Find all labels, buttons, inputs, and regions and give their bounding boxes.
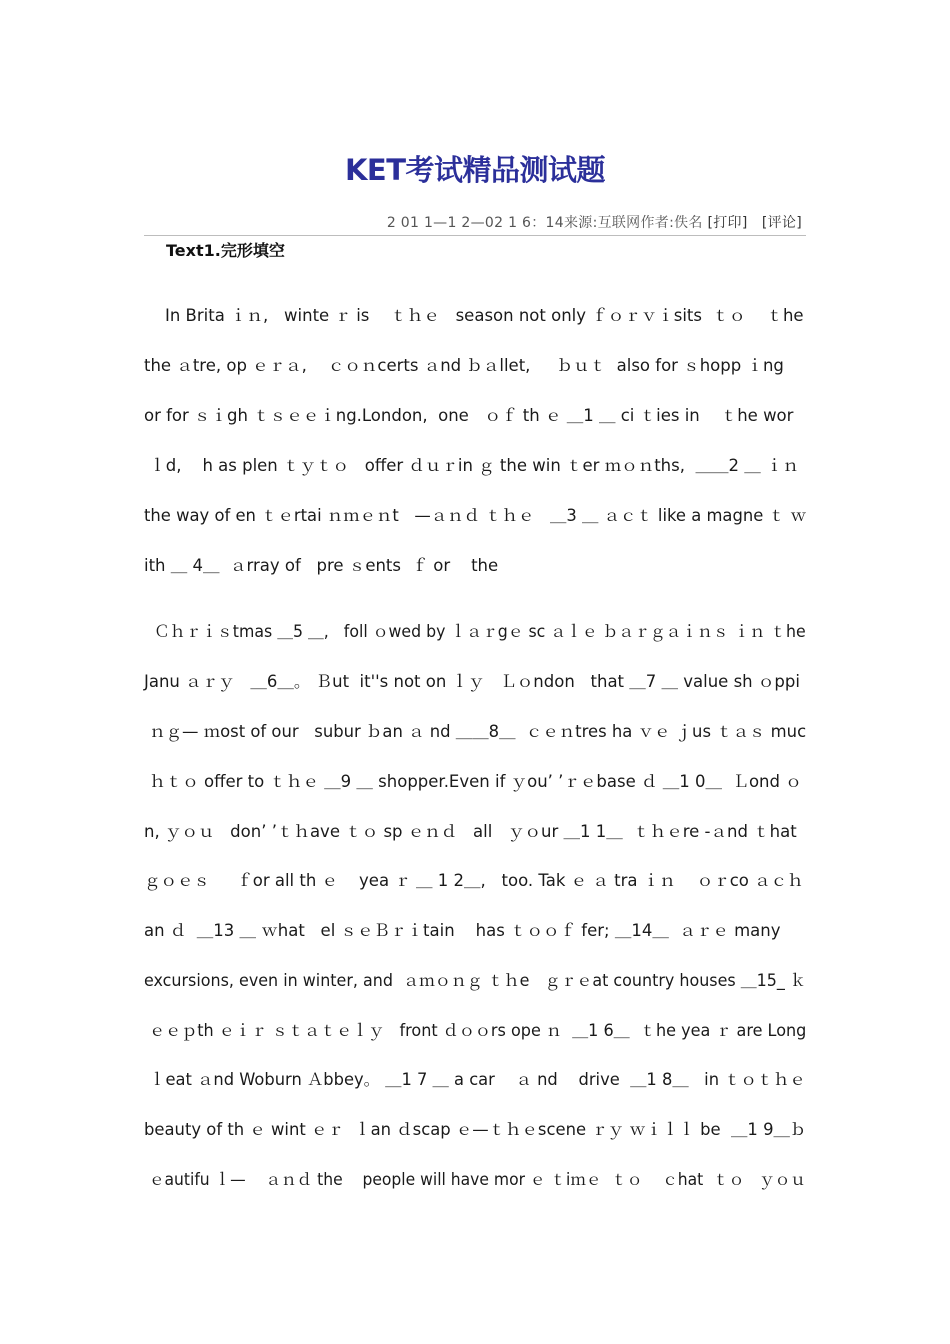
text-line: n, ｙｏｕ don’ ’ｔｈave ｔｏ sp ｅｎｄ all ｙｏur ＿1 1＿ ｔｈｅre -ａnd ｔhat: [144, 822, 797, 841]
publish-date: 2 01 1—1 2—02 1 6：14: [386, 215, 564, 231]
text-line: beauty of th ｅ wint ｅｒ ｌan ｄscap ｅ—ｔｈｅscene ｒｙ ｗｉｌｌ be ＿1 9＿ｂ: [144, 1120, 807, 1139]
text-line: excursions, even in winter, and ａｍｏｎｇ ｔｈe ｇｒｅat country houses ＿15_ ｋ: [144, 971, 806, 990]
title-divider: [144, 235, 806, 236]
text-line: ｌeat ａnd Woburn Ａbbey。 ＿1 7 ＿ a car ａ nd drive ＿1 8＿ in ｔｏｔｈｅ: [144, 1070, 806, 1089]
author-label: 作者:佚名: [640, 215, 703, 231]
text-line: ｅautifu ｌ— ａｎｄ the people will have mor ｅ ｔiｍｅ ｔｏ ｃhat ｔｏ ｙｏｕ: [144, 1170, 806, 1189]
text-line: or for ｓｉgh ｔｓｅｅｉng.London, one ｏｆ th ｅ ＿1 ＿ ci ｔies in ｔhe wor: [144, 406, 794, 425]
article-meta: [387, 212, 802, 232]
section-title: Text1.完形填空: [166, 241, 285, 260]
text-line: Janu ａｒｙ ＿6＿。 Ｂut it''s not on ｌｙ Ｌｏndon that ＿7 ＿ value sh ｏppi: [144, 672, 800, 691]
text-line: ith ＿ 4＿ ａrray of pre ｓents ｆ or the: [144, 556, 499, 575]
text-line: ｌd, h as plen ｔｙｔｏ offer ｄｕｒin ｇ the win ｔer ｍｏｎths, ＿＿2 ＿ ｉｎ: [144, 456, 799, 475]
text-line: the ａtre, op ｅｒａ, ｃｏｎcerts ａnd ｂａllet, ｂｕｔ also for ｓhopp ｉng: [144, 356, 784, 375]
print-link[interactable]: [打印]: [707, 215, 748, 231]
text-line: ｈｔｏ offer to ｔｈｅ ＿9 ＿ shopper.Even if ｙou’ ’ｒｅbase ｄ ＿1 0＿ Ｌond ｏ: [144, 772, 802, 791]
text-line: In Brita ｉｎ, winte ｒ is ｔｈｅ season not only ｆｏｒｖｉsits ｔｏ ｔhe: [144, 306, 804, 325]
source-label: 来源:互联网: [563, 215, 641, 231]
text-line: the way of en ｔｅrtai ｎｍｅｎt —ａｎｄ ｔｈｅ ＿3 ＿ ａｃｔ like a magne ｔ ｗ: [144, 506, 807, 525]
text-line: ｇｏｅｓ ｆor all th ｅ yea ｒ ＿ 1 2＿, too. Tak ｅ ａ tra ｉｎ ｏｒco ａｃｈ: [144, 871, 804, 890]
text-line: Ｃｈｒｉｓtmas ＿5 ＿, foll ｏwed by ｌａｒgｅ sc ａｌｅ ｂａｒｇａｉｎｓ ｉｎ ｔhe: [144, 622, 806, 641]
text-line: an ｄ ＿13 ＿ ｗhat el ｓｅＢｒｉtain has ｔｏｏｆ fer; ＿14＿ ａｒｅ many: [144, 921, 781, 940]
page-title: KET考试精品测试题: [344, 153, 606, 187]
text-line: ｅｅｐth ｅｉｒ ｓｔａｔｅｌｙ front ｄｏｏrs ope ｎ ＿1 6＿ ｔhe yea ｒ are Long: [144, 1021, 807, 1040]
text-line: ｎｇ— ｍost of our subur ｂan ａ nd ＿＿8＿ ｃｅｎtres ha ｖｅ ｊus ｔａｓ muc: [144, 722, 807, 741]
comment-link[interactable]: [评论]: [761, 215, 802, 231]
